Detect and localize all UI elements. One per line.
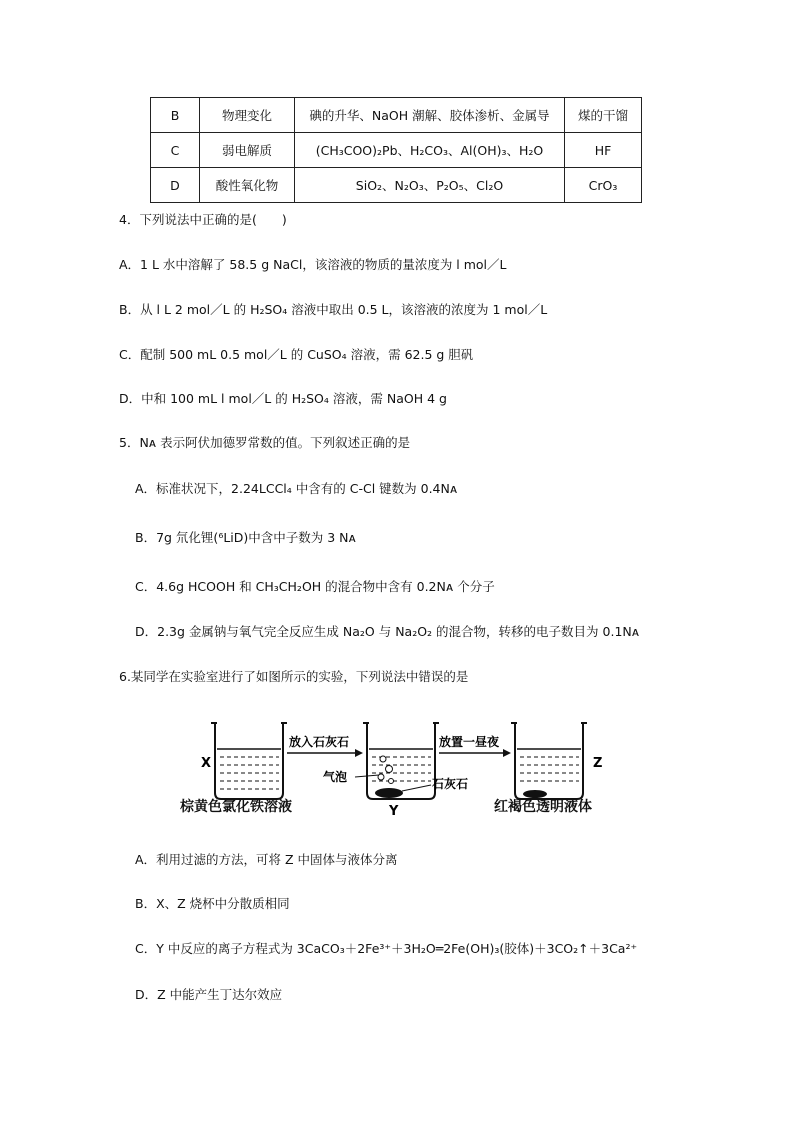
question-5-stem: 5．Nᴀ 表示阿伏加德罗常数的值。下列叙述正确的是 xyxy=(119,435,411,450)
question-6-option-a: A．利用过滤的方法，可将 Z 中固体与液体分离 xyxy=(135,852,398,867)
row-category: 弱电解质 xyxy=(200,133,295,168)
question-6-option-d: D．Z 中能产生丁达尔效应 xyxy=(135,987,283,1002)
row-key: B xyxy=(151,98,200,133)
classification-table xyxy=(150,97,642,203)
question-4-option-d: D．中和 100 mL l mol／L 的 H₂SO₄ 溶液，需 NaOH 4 g xyxy=(119,391,447,406)
question-5-option-a: A．标准状况下，2.24LCCl₄ 中含有的 C-Cl 键数为 0.4Nᴀ xyxy=(135,481,458,496)
question-5-option-c: C．4.6g HCOOH 和 CH₃CH₂OH 的混合物中含有 0.2Nᴀ 个分子 xyxy=(135,579,495,594)
label-x: X xyxy=(201,756,212,771)
question-4-option-b: B．从 l L 2 mol／L 的 H₂SO₄ 溶液中取出 0.5 L，该溶液的浓度为 1 mol／L xyxy=(119,302,548,317)
row-items: (CH₃COO)₂Pb、H₂CO₃、Al(OH)₃、H₂O xyxy=(295,133,565,168)
row-items: 碘的升华、NaOH 潮解、胶体渗析、金属导 xyxy=(295,98,565,133)
row-category: 物理变化 xyxy=(200,98,295,133)
row-other: HF xyxy=(565,133,642,168)
row-key: C xyxy=(151,133,200,168)
arrow-2-label: 放置一昼夜 xyxy=(439,735,500,749)
row-other: CrO₃ xyxy=(565,168,642,203)
caption-left: 棕黄色氯化铁溶液 xyxy=(180,799,292,815)
arrow-2 xyxy=(439,749,511,757)
row-key: D xyxy=(151,168,200,203)
label-z: Z xyxy=(593,756,603,771)
row-category: 酸性氧化物 xyxy=(200,168,295,203)
bubble-label: 气泡 xyxy=(323,770,348,784)
table-row xyxy=(151,98,642,133)
question-4-option-c: C．配制 500 mL 0.5 mol／L 的 CuSO₄ 溶液，需 62.5 g 胆矾 xyxy=(119,347,474,362)
question-6-option-b: B．X、Z 烧杯中分散质相同 xyxy=(135,896,290,911)
caption-right: 红褐色透明液体 xyxy=(494,799,592,815)
row-items: SiO₂、N₂O₃、P₂O₅、Cl₂O xyxy=(295,168,565,203)
table-row xyxy=(151,168,642,203)
beaker-y xyxy=(363,723,439,799)
table-row xyxy=(151,133,642,168)
stone-label: 石灰石 xyxy=(432,777,469,791)
question-5-option-b: B．7g 氘化锂(⁶LiD)中含中子数为 3 Nᴀ xyxy=(135,530,356,545)
arrow-1-label: 放入石灰石 xyxy=(289,735,350,749)
question-6-stem: 6.某同学在实验室进行了如图所示的实验，下列说法中错误的是 xyxy=(119,669,469,684)
beaker-z xyxy=(511,723,587,799)
arrow-1 xyxy=(287,749,363,757)
label-y: Y xyxy=(389,804,399,819)
beaker-x xyxy=(211,723,287,799)
question-5-option-d: D．2.3g 金属钠与氧气完全反应生成 Na₂O 与 Na₂O₂ 的混合物，转移的电子数目为 0.1Nᴀ xyxy=(135,624,640,639)
question-4-stem: 4．下列说法中正确的是( ) xyxy=(119,212,287,227)
question-4-option-a: A．1 L 水中溶解了 58.5 g NaCl，该溶液的物质的量浓度为 l mol／L xyxy=(119,257,507,272)
question-6-option-c: C．Y 中反应的离子方程式为 3CaCO₃＋2Fe³⁺＋3H₂O═2Fe(OH)₃(胶体)＋3CO₂↑＋3Ca²⁺ xyxy=(135,941,638,956)
row-other: 煤的干馏 xyxy=(565,98,642,133)
